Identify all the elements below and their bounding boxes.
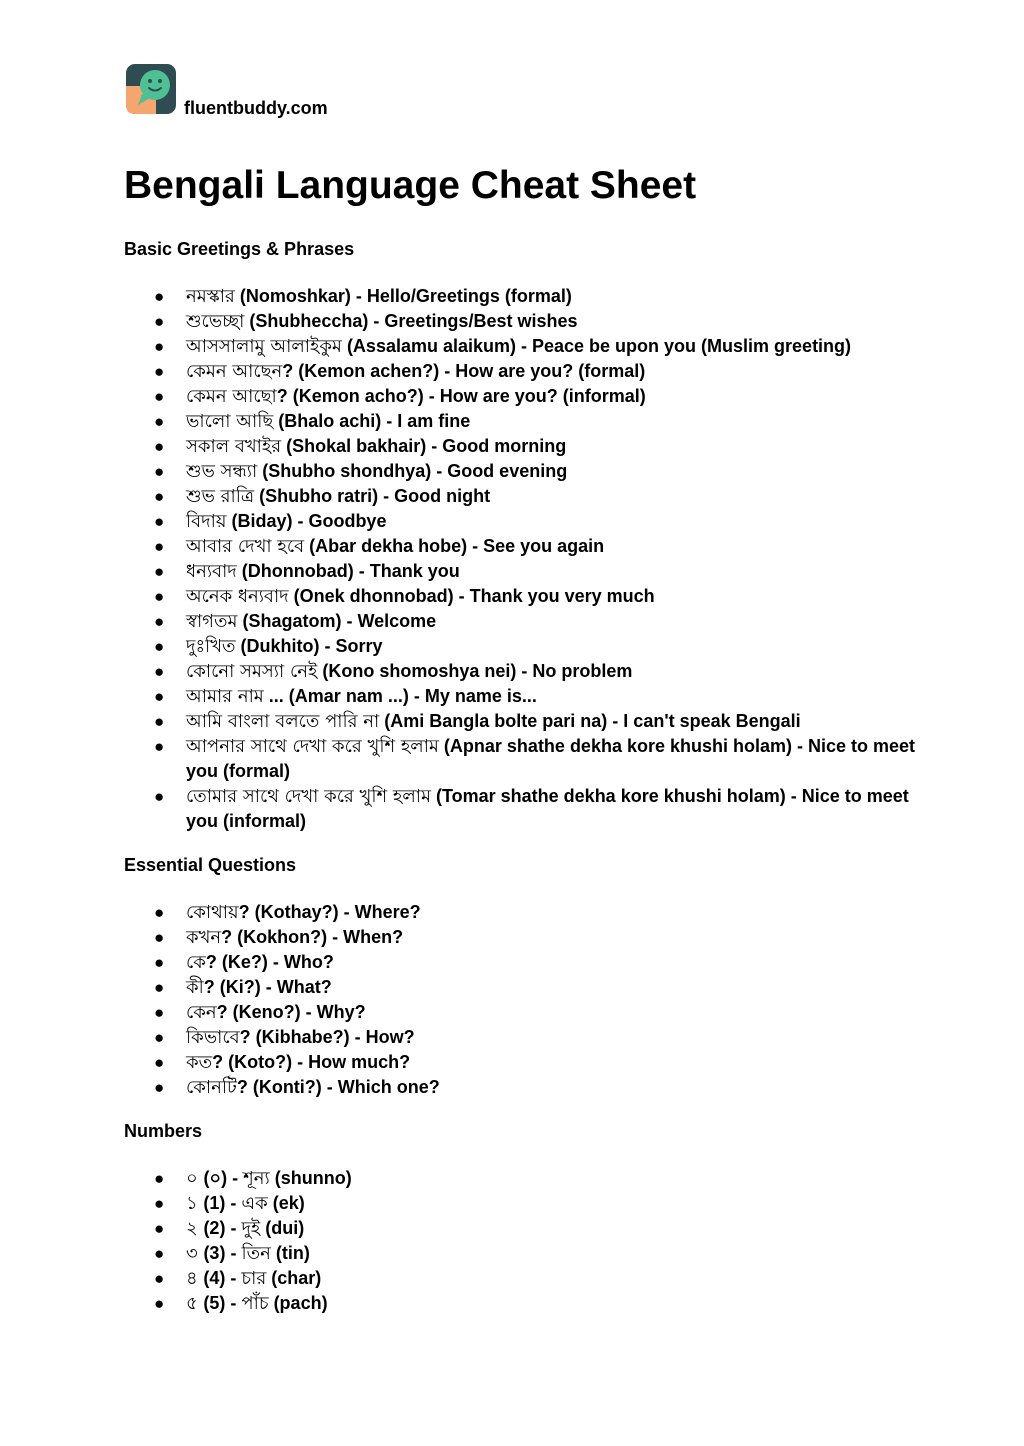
bengali-text: স্বাগতম: [186, 611, 238, 632]
translation-text: (tin): [270, 1243, 310, 1263]
translation-text: (pach): [268, 1293, 328, 1313]
translation-text: ? (Keno?) - Why?: [216, 1002, 366, 1022]
list-item: [124, 459, 924, 484]
bullet-icon: ●: [154, 1269, 165, 1288]
translation-text: (Shagatom) - Welcome: [237, 611, 437, 631]
list-item: [124, 734, 924, 784]
bullet-icon: ●: [154, 337, 165, 356]
section-essential-questions: [124, 853, 924, 1100]
bengali-text: কোনটি: [186, 1077, 237, 1098]
bullet-icon: ●: [154, 437, 165, 456]
bengali-text: আসসালামু আলাইকুম: [186, 336, 342, 357]
list-item: [124, 309, 924, 334]
arabic-numeral: (3): [203, 1243, 226, 1263]
arabic-numeral: (1): [203, 1193, 226, 1213]
bullet-icon: ●: [154, 312, 165, 331]
bengali-text: তিন: [241, 1243, 271, 1264]
bullet-icon: ●: [154, 587, 165, 606]
list-item: [124, 584, 924, 609]
translation-text: ? (Kothay?) - Where?: [238, 902, 421, 922]
bullet-icon: ●: [154, 1169, 165, 1188]
bengali-text: এক: [241, 1193, 268, 1214]
bengali-text: কোনো সমস্যা নেই: [186, 661, 318, 682]
translation-text: (ek): [267, 1193, 305, 1213]
translation-text: (Kono shomoshya nei) - No problem: [317, 661, 633, 681]
phrase-list: [124, 900, 924, 1100]
bengali-text: কত: [186, 1052, 213, 1073]
separator: -: [225, 1193, 242, 1213]
bullet-icon: ●: [154, 1003, 165, 1022]
bengali-text: কখন: [186, 927, 222, 948]
bengali-text: চার: [241, 1268, 267, 1289]
translation-text: ? (Kemon acho?) - How are you? (informal): [276, 386, 646, 406]
list-item: [124, 709, 924, 734]
translation-text: (Bhalo achi) - I am fine: [273, 411, 471, 431]
arabic-numeral: (4): [203, 1268, 226, 1288]
list-item: [124, 559, 924, 584]
bengali-text: আমি বাংলা বলতে পারি না: [186, 711, 380, 732]
bullet-icon: ●: [154, 387, 165, 406]
bullet-icon: ●: [154, 537, 165, 556]
translation-text: ? (Ke?) - Who?: [205, 952, 334, 972]
translation-text: ? (Kemon achen?) - How are you? (formal): [282, 361, 646, 381]
section-heading: Essential Questions: [124, 855, 297, 875]
list-item: [124, 434, 924, 459]
bengali-text: কেন: [186, 1002, 217, 1023]
translation-text: (Abar dekha hobe) - See you again: [304, 536, 605, 556]
translation-text: (Dhonnobad) - Thank you: [236, 561, 460, 581]
bullet-icon: ●: [154, 787, 165, 806]
bullet-icon: ●: [154, 712, 165, 731]
bullet-icon: ●: [154, 662, 165, 681]
translation-text: ... (Amar nam ...) - My name is...: [263, 686, 537, 706]
bengali-text: আপনার সাথে দেখা করে খুশি হলাম: [186, 736, 439, 757]
list-item: [124, 1266, 924, 1291]
list-item: [124, 1025, 924, 1050]
list-item: [124, 359, 924, 384]
bullet-icon: ●: [154, 903, 165, 922]
translation-text: ? (Kokhon?) - When?: [221, 927, 404, 947]
translation-text: (Biday) - Goodbye: [226, 511, 387, 531]
list-item: [124, 784, 924, 834]
bullet-icon: ●: [154, 362, 165, 381]
bullet-icon: ●: [154, 978, 165, 997]
bengali-numeral: ৩: [186, 1243, 204, 1264]
bullet-icon: ●: [154, 612, 165, 631]
separator: -: [227, 1168, 244, 1188]
translation-text: (char): [266, 1268, 322, 1288]
bengali-text: ধন্যবাদ: [186, 561, 237, 582]
translation-text: (Onek dhonnobad) - Thank you very much: [288, 586, 655, 606]
list-item: [124, 925, 924, 950]
separator: -: [225, 1218, 242, 1238]
separator: -: [225, 1268, 242, 1288]
bengali-numeral: ২: [186, 1218, 204, 1239]
bullet-icon: ●: [154, 1294, 165, 1313]
section-basic-greetings: [124, 237, 924, 834]
bengali-numeral: ১: [186, 1193, 204, 1214]
bullet-icon: ●: [154, 287, 165, 306]
bullet-icon: ●: [154, 412, 165, 431]
separator: -: [225, 1293, 242, 1313]
translation-text: (Shubho shondhya) - Good evening: [257, 461, 568, 481]
bengali-text: দুঃখিত: [186, 636, 236, 657]
list-item: [124, 975, 924, 1000]
bullet-icon: ●: [154, 1244, 165, 1263]
bengali-numeral: ০: [186, 1168, 204, 1189]
list-item: [124, 659, 924, 684]
separator: -: [225, 1243, 242, 1263]
list-item: [124, 484, 924, 509]
section-numbers: [124, 1119, 924, 1316]
bengali-numeral: ৪: [186, 1268, 204, 1289]
bullet-icon: ●: [154, 562, 165, 581]
list-item: [124, 534, 924, 559]
arabic-numeral: (2): [203, 1218, 226, 1238]
translation-text: (Shokal bakhair) - Good morning: [281, 436, 567, 456]
bengali-text: অনেক ধন্যবাদ: [186, 586, 289, 607]
list-item: [124, 334, 924, 359]
list-item: [124, 1191, 924, 1216]
list-item: [124, 1000, 924, 1025]
list-item: [124, 950, 924, 975]
translation-text: (dui): [260, 1218, 305, 1238]
translation-text: ? (Konti?) - Which one?: [236, 1077, 440, 1097]
bengali-text: আমার নাম: [186, 686, 264, 707]
bengali-text: বিদায়: [186, 511, 227, 532]
list-item: [124, 1291, 924, 1316]
bullet-icon: ●: [154, 737, 165, 756]
bullet-icon: ●: [154, 512, 165, 531]
bengali-text: কী: [186, 977, 204, 998]
page-title: Bengali Language Cheat Sheet: [124, 164, 697, 207]
bengali-text: কেমন আছো: [186, 386, 277, 407]
fluentbuddy-logo-icon: [126, 64, 176, 114]
section-heading: Basic Greetings & Phrases: [124, 239, 355, 259]
translation-text: ? (Koto?) - How much?: [212, 1052, 411, 1072]
bengali-text: কেমন আছেন: [186, 361, 283, 382]
list-item: [124, 284, 924, 309]
bengali-text: কোথায়: [186, 902, 239, 923]
translation-text: (Shubho ratri) - Good night: [254, 486, 491, 506]
bengali-numeral: ৫: [186, 1293, 204, 1314]
list-item: [124, 684, 924, 709]
translation-text: (Assalamu alaikum) - Peace be upon you (Muslim greeting): [341, 336, 852, 356]
phrase-list: [124, 1166, 924, 1316]
list-item: [124, 509, 924, 534]
list-item: [124, 1216, 924, 1241]
bengali-text: শূন্য: [243, 1168, 270, 1189]
bengali-text: কিভাবে: [186, 1027, 240, 1048]
bengali-text: আবার দেখা হবে: [186, 536, 305, 557]
bullet-icon: ●: [154, 487, 165, 506]
bullet-icon: ●: [154, 1028, 165, 1047]
bengali-text: সকাল বখাইর: [186, 436, 282, 457]
bengali-text: শুভ সন্ধ্যা: [186, 461, 258, 482]
translation-text: (Apnar shathe dekha kore khushi holam) - Nice to meet you (formal): [186, 736, 916, 781]
list-item: [124, 634, 924, 659]
bullet-icon: ●: [154, 953, 165, 972]
list-item: [124, 900, 924, 925]
translation-text: (Dukhito) - Sorry: [235, 636, 383, 656]
bengali-text: তোমার সাথে দেখা করে খুশি হলাম: [186, 786, 431, 807]
phrase-list: [124, 284, 924, 834]
arabic-numeral: (5): [203, 1293, 226, 1313]
bullet-icon: ●: [154, 1078, 165, 1097]
translation-text: (Nomoshkar) - Hello/Greetings (formal): [234, 286, 572, 306]
bullet-icon: ●: [154, 637, 165, 656]
bullet-icon: ●: [154, 1053, 165, 1072]
translation-text: (shunno): [269, 1168, 352, 1188]
translation-text: ? (Ki?) - What?: [203, 977, 332, 997]
bengali-text: কে: [186, 952, 206, 973]
bengali-text: নমস্কার: [186, 286, 235, 307]
translation-text: (Shubheccha) - Greetings/Best wishes: [244, 311, 578, 331]
bengali-text: পাঁচ: [241, 1293, 269, 1314]
section-heading: Numbers: [124, 1121, 203, 1141]
list-item: [124, 1075, 924, 1100]
arabic-numeral: (০): [203, 1168, 228, 1188]
bengali-text: শুভেচ্ছা: [186, 311, 245, 332]
list-item: [124, 1050, 924, 1075]
bengali-text: ভালো আছি: [186, 411, 274, 432]
translation-text: (Ami Bangla bolte pari na) - I can't speak Bengali: [379, 711, 801, 731]
translation-text: (Tomar shathe dekha kore khushi holam) - Nice to meet you (informal): [186, 786, 909, 831]
bengali-text: শুভ রাত্রি: [186, 486, 255, 507]
list-item: [124, 1166, 924, 1191]
bullet-icon: ●: [154, 687, 165, 706]
list-item: [124, 384, 924, 409]
site-name: fluentbuddy.com: [184, 98, 328, 118]
list-item: [124, 409, 924, 434]
list-item: [124, 609, 924, 634]
bullet-icon: ●: [154, 1219, 165, 1238]
bullet-icon: ●: [154, 1194, 165, 1213]
bengali-text: দুই: [241, 1218, 261, 1239]
list-item: [124, 1241, 924, 1266]
bullet-icon: ●: [154, 462, 165, 481]
translation-text: ? (Kibhabe?) - How?: [239, 1027, 415, 1047]
bullet-icon: ●: [154, 928, 165, 947]
